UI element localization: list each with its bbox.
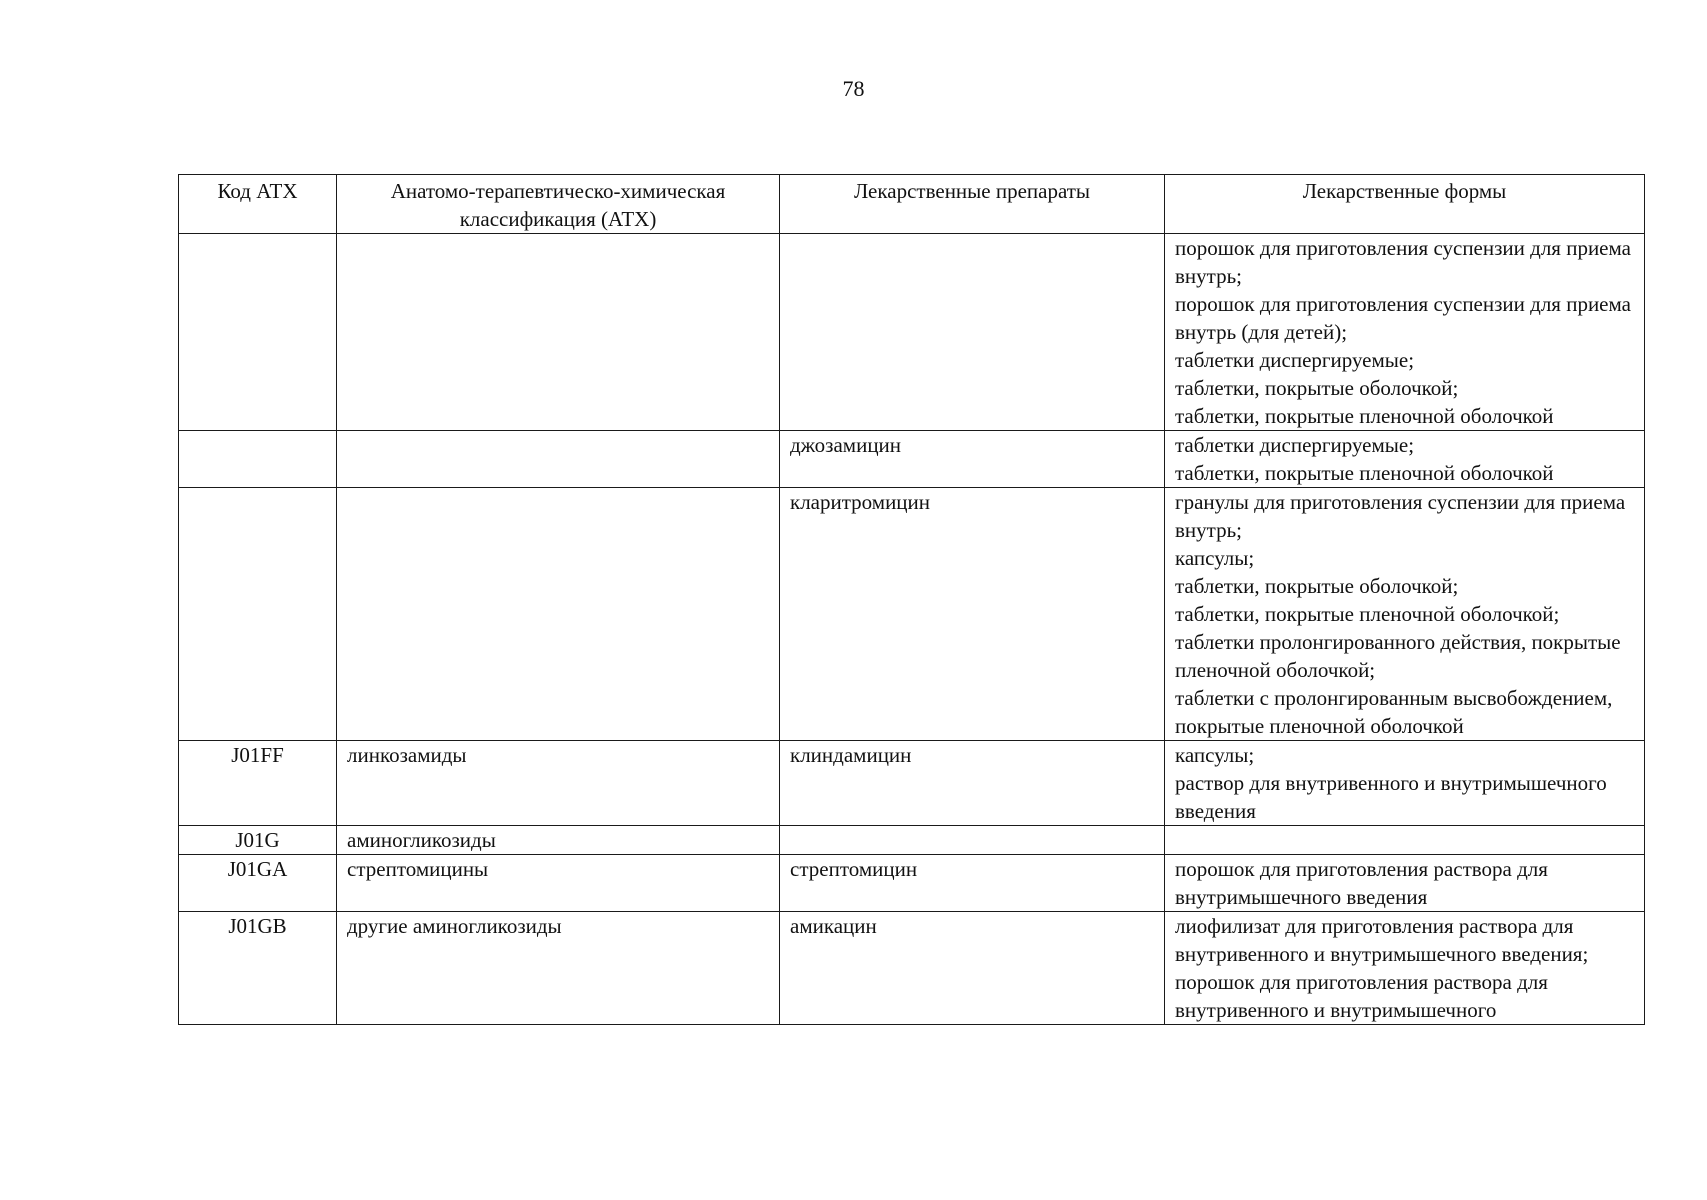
cell-medicine: кларитромицин	[780, 488, 1165, 741]
cell-dosage-forms	[1165, 234, 1645, 431]
table-row	[179, 234, 1645, 431]
cell-atx-classification	[337, 431, 780, 488]
table-row	[179, 855, 1645, 912]
dosage-form: таблетки, покрытые пленочной оболочкой	[1175, 461, 1554, 485]
cell-medicine: клиндамицин	[780, 741, 1165, 826]
cell-medicine	[780, 234, 1165, 431]
cell-atx-code	[179, 431, 337, 488]
cell-atx-code: J01G	[179, 826, 337, 855]
dosage-form: таблетки, покрытые оболочкой;	[1175, 376, 1459, 400]
cell-atx-code: J01FF	[179, 741, 337, 826]
cell-atx-classification: стрептомицины	[337, 855, 780, 912]
table-row	[179, 431, 1645, 488]
cell-atx-classification	[337, 488, 780, 741]
dosage-form: гранулы для приготовления суспензии для приема внутрь;	[1175, 490, 1626, 542]
cell-dosage-forms	[1165, 431, 1645, 488]
atx-medicines-table	[178, 174, 1645, 1025]
dosage-form: таблетки, покрытые пленочной оболочкой	[1175, 404, 1554, 428]
page-number: 78	[842, 76, 865, 101]
table-header-row	[179, 175, 1645, 234]
cell-atx-code	[179, 234, 337, 431]
cell-dosage-forms	[1165, 741, 1645, 826]
cell-atx-code: J01GB	[179, 912, 337, 1025]
dosage-form: таблетки диспергируемые;	[1175, 433, 1415, 457]
cell-atx-classification: другие аминогликозиды	[337, 912, 780, 1025]
table-row	[179, 826, 1645, 855]
cell-dosage-forms	[1165, 488, 1645, 741]
header-dosage-forms: Лекарственные формы	[1165, 175, 1645, 234]
dosage-form: таблетки пролонгированного действия, покрытые пленочной оболочкой;	[1175, 630, 1621, 682]
table-row	[179, 741, 1645, 826]
header-atx-classification: Анатомо-терапевтическо-химическая классификация (АТХ)	[337, 175, 780, 234]
cell-dosage-forms	[1165, 912, 1645, 1025]
cell-atx-code: J01GA	[179, 855, 337, 912]
dosage-form: таблетки с пролонгированным высвобождением, покрытые пленочной оболочкой	[1175, 686, 1613, 738]
table-row	[179, 488, 1645, 741]
cell-medicine	[780, 826, 1165, 855]
dosage-form: порошок для приготовления суспензии для приема внутрь;	[1175, 236, 1631, 288]
cell-dosage-forms	[1165, 855, 1645, 912]
cell-atx-classification: линкозамиды	[337, 741, 780, 826]
cell-dosage-forms	[1165, 826, 1645, 855]
header-atx-code: Код АТХ	[179, 175, 337, 234]
cell-atx-code	[179, 488, 337, 741]
dosage-form: порошок для приготовления раствора для внутривенного и внутримышечного	[1175, 970, 1548, 1022]
dosage-form: порошок для приготовления раствора для внутримышечного введения	[1175, 857, 1548, 909]
dosage-form: таблетки, покрытые пленочной оболочкой;	[1175, 602, 1560, 626]
table-row	[179, 912, 1645, 1025]
header-medicines: Лекарственные препараты	[780, 175, 1165, 234]
dosage-form: таблетки, покрытые оболочкой;	[1175, 574, 1459, 598]
cell-atx-classification	[337, 234, 780, 431]
dosage-form: порошок для приготовления суспензии для приема внутрь (для детей);	[1175, 292, 1631, 344]
cell-medicine: стрептомицин	[780, 855, 1165, 912]
dosage-form: капсулы;	[1175, 743, 1255, 767]
cell-medicine: джозамицин	[780, 431, 1165, 488]
cell-atx-classification: аминогликозиды	[337, 826, 780, 855]
dosage-form: капсулы;	[1175, 546, 1255, 570]
cell-medicine: амикацин	[780, 912, 1165, 1025]
dosage-form: таблетки диспергируемые;	[1175, 348, 1415, 372]
dosage-form: лиофилизат для приготовления раствора для внутривенного и внутримышечного введения;	[1175, 914, 1589, 966]
dosage-form: раствор для внутривенного и внутримышечного введения	[1175, 771, 1607, 823]
